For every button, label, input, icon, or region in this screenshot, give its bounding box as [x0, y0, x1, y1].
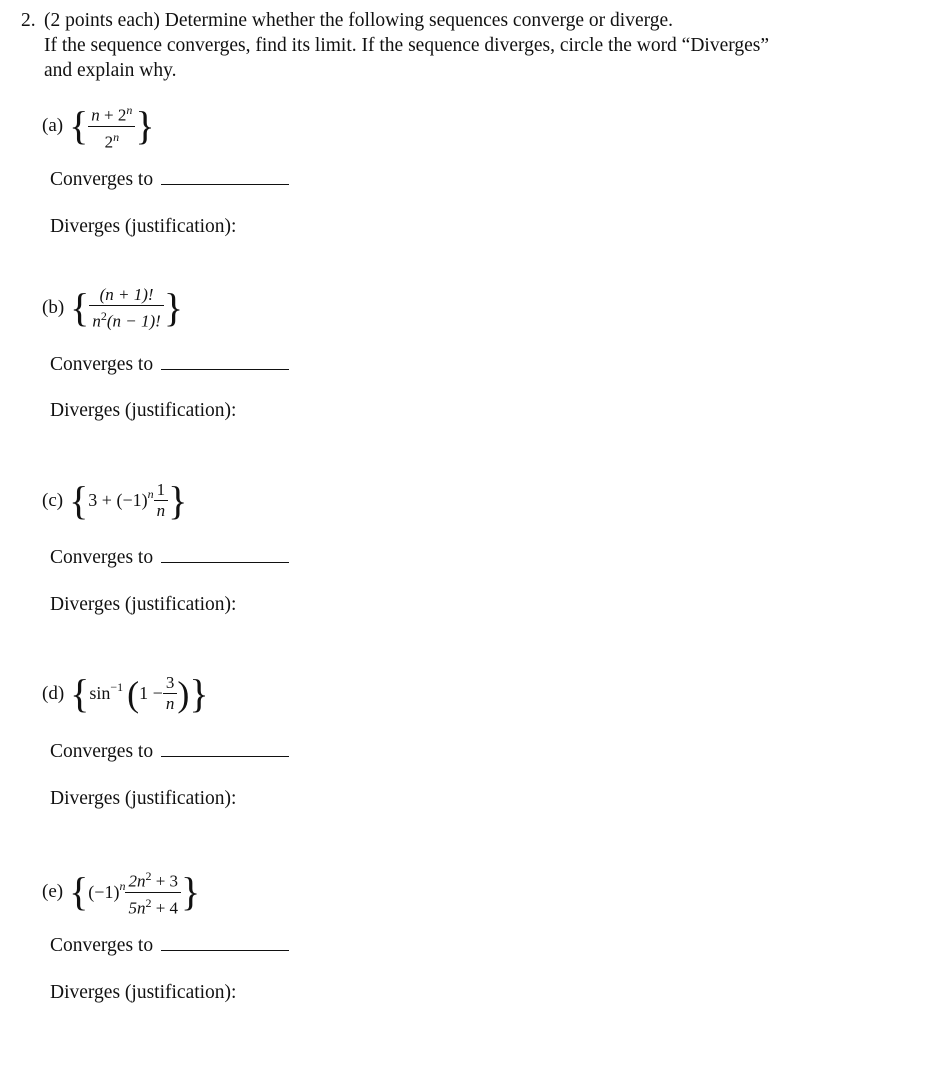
part-a-converges-label: Converges to	[50, 169, 154, 190]
part-c-expression: (c) { 3 + (−1) $^n$ $\frac{1}{n}$ }	[42, 477, 188, 523]
part-d-converges-label: Converges to	[50, 741, 154, 762]
part-c-lead: 3 + (−1)	[88, 490, 148, 510]
part-a-diverges-label: Diverges (justification):	[50, 216, 237, 237]
part-e-converges-label: Converges to	[50, 935, 154, 956]
part-d-expression: (d) { sin $^{-1}$ ( 1 − $\frac{3}{n}$ ) }	[42, 670, 209, 716]
part-b-answer-blank[interactable]	[161, 351, 289, 370]
right-brace: }	[189, 670, 209, 716]
right-brace: }	[168, 477, 188, 523]
part-c-converges-row	[50, 544, 289, 570]
left-brace: {	[70, 670, 90, 716]
part-a-fraction: $\frac{n + 2^n}{2^n}$	[88, 100, 135, 152]
part-c-diverges-label: Diverges (justification):	[50, 594, 237, 615]
part-d-one-minus: 1 −	[139, 683, 163, 703]
question-number: 2.	[21, 10, 36, 31]
question-line-3: and explain why.	[44, 60, 177, 81]
part-e-answer-blank[interactable]	[161, 932, 289, 951]
part-c-label: (c)	[42, 489, 64, 511]
part-e-fraction: $\frac{2n^2 + 3}{5n^2 + 4}$	[125, 866, 181, 918]
part-d-converges-row	[50, 738, 289, 764]
part-b-fraction: $\frac{(n + 1)!}{n^2(n - 1)!}$	[89, 285, 163, 332]
part-c-converges-label: Converges to	[50, 547, 154, 568]
right-brace: }	[163, 285, 184, 331]
part-e-label: (e)	[42, 881, 64, 903]
part-a-converges-row	[50, 166, 289, 192]
left-paren: (	[127, 673, 140, 714]
part-b-diverges-label: Diverges (justification):	[50, 400, 237, 421]
question-line-1: (2 points each) Determine whether the following sequences converge or diverge.	[44, 10, 674, 31]
part-a-expression	[42, 100, 155, 152]
part-d-sin: sin	[89, 683, 111, 703]
left-brace: {	[69, 103, 89, 149]
part-b-converges-label: Converges to	[50, 354, 154, 375]
part-d-fraction: $\frac{3}{n}$	[163, 673, 178, 714]
right-paren: )	[177, 673, 190, 714]
part-d-diverges-label: Diverges (justification):	[50, 788, 237, 809]
part-d-label: (d)	[42, 682, 65, 704]
part-b-converges-row	[50, 351, 289, 377]
part-e-converges-row	[50, 932, 289, 958]
part-e-expression: (e) { (−1) $^n$ $\frac{2n^2 + 3}{5n^2 + 4}$ }	[42, 866, 200, 918]
question-line-2: If the sequence converges, find its limit. If the sequence diverges, circle the word “Diverges”	[44, 35, 770, 56]
right-brace: }	[135, 103, 155, 149]
part-e-lead: (−1)	[88, 881, 120, 902]
left-brace: {	[70, 285, 90, 331]
part-b-expression	[42, 285, 183, 332]
left-brace: {	[69, 869, 89, 915]
part-c-fraction: $\frac{1}{n}$	[154, 480, 169, 521]
part-a-answer-blank[interactable]	[161, 166, 289, 185]
left-brace: {	[69, 477, 89, 523]
part-a-label: (a)	[42, 115, 64, 137]
part-c-answer-blank[interactable]	[161, 544, 289, 563]
part-b-label: (b)	[42, 297, 65, 319]
part-e-diverges-label: Diverges (justification):	[50, 982, 237, 1003]
right-brace: }	[181, 869, 201, 915]
part-d-answer-blank[interactable]	[161, 738, 289, 757]
